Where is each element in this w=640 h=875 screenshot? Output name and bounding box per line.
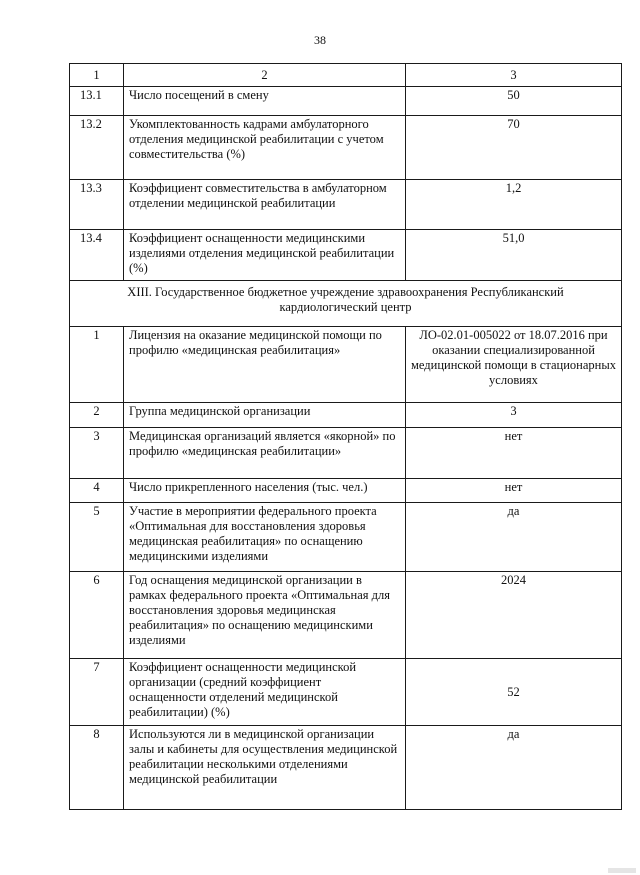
table-row xyxy=(70,230,622,281)
row-value: нет xyxy=(406,428,622,479)
section-title: XIII. Государственное бюджетное учреждение здравоохранения Республиканский кардиологический центр xyxy=(70,281,622,327)
row-description: Медицинская организаций является «якорной» по профилю «медицинская реабилитации» xyxy=(124,428,406,479)
row-description: Укомплектованность кадрами амбулаторного отделения медицинской реабилитации с учетом совместительства (%) xyxy=(124,116,406,180)
row-description: Год оснащения медицинской организации в рамках федерального проекта «Оптимальная для восстановления здоровья медицинская реабилитация» по оснащению медицинскими изделиями xyxy=(124,572,406,659)
column-header: 1 xyxy=(70,64,124,87)
row-number: 8 xyxy=(70,726,124,810)
row-value: ЛО-02.01-005022 от 18.07.2016 при оказании специализированной медицинской помощи в стационарных условиях xyxy=(406,327,622,403)
section-header-row xyxy=(70,281,622,327)
row-value: 52 xyxy=(406,659,622,726)
row-number: 3 xyxy=(70,428,124,479)
column-header: 3 xyxy=(406,64,622,87)
row-description: Группа медицинской организации xyxy=(124,403,406,428)
row-value: да xyxy=(406,726,622,810)
row-number: 13.3 xyxy=(70,180,124,230)
table-row xyxy=(70,87,622,116)
row-value: 50 xyxy=(406,87,622,116)
row-number: 4 xyxy=(70,479,124,503)
row-description: Число прикрепленного населения (тыс. чел.) xyxy=(124,479,406,503)
row-description: Используются ли в медицинской организации залы и кабинеты для осуществления медицинской реабилитации несколькими отделениями медицинской реабилитации xyxy=(124,726,406,810)
row-value: 70 xyxy=(406,116,622,180)
row-value: 3 xyxy=(406,403,622,428)
row-number: 1 xyxy=(70,327,124,403)
row-description: Коэффициент оснащенности медицинской организации (средний коэффициент оснащенности отделений медицинской реабилитации) (%) xyxy=(124,659,406,726)
row-number: 2 xyxy=(70,403,124,428)
table-row xyxy=(70,572,622,659)
table-row xyxy=(70,116,622,180)
row-value: 1,2 xyxy=(406,180,622,230)
table-header-row xyxy=(70,64,622,87)
row-number: 13.4 xyxy=(70,230,124,281)
row-number: 13.2 xyxy=(70,116,124,180)
column-header: 2 xyxy=(124,64,406,87)
table-row xyxy=(70,403,622,428)
row-description: Участие в мероприятии федерального проекта «Оптимальная для восстановления здоровья медицинская реабилитация» по оснащению медицинскими изделиями xyxy=(124,503,406,572)
row-value: нет xyxy=(406,479,622,503)
table-row xyxy=(70,327,622,403)
table-row xyxy=(70,180,622,230)
row-number: 7 xyxy=(70,659,124,726)
row-description: Коэффициент оснащенности медицинскими изделиями отделения медицинской реабилитации (%) xyxy=(124,230,406,281)
page-number: 38 xyxy=(314,33,326,47)
row-number: 6 xyxy=(70,572,124,659)
table-row xyxy=(70,659,622,726)
scan-artifact xyxy=(608,868,636,873)
row-value: да xyxy=(406,503,622,572)
row-value: 51,0 xyxy=(406,230,622,281)
table-row xyxy=(70,503,622,572)
table-row xyxy=(70,726,622,810)
table-row xyxy=(70,479,622,503)
document-table xyxy=(69,63,622,810)
row-description: Лицензия на оказание медицинской помощи по профилю «медицинская реабилитация» xyxy=(124,327,406,403)
row-number: 5 xyxy=(70,503,124,572)
row-number: 13.1 xyxy=(70,87,124,116)
row-description: Число посещений в смену xyxy=(124,87,406,116)
row-value: 2024 xyxy=(406,572,622,659)
row-description: Коэффициент совместительства в амбулаторном отделении медицинской реабилитации xyxy=(124,180,406,230)
table-row xyxy=(70,428,622,479)
